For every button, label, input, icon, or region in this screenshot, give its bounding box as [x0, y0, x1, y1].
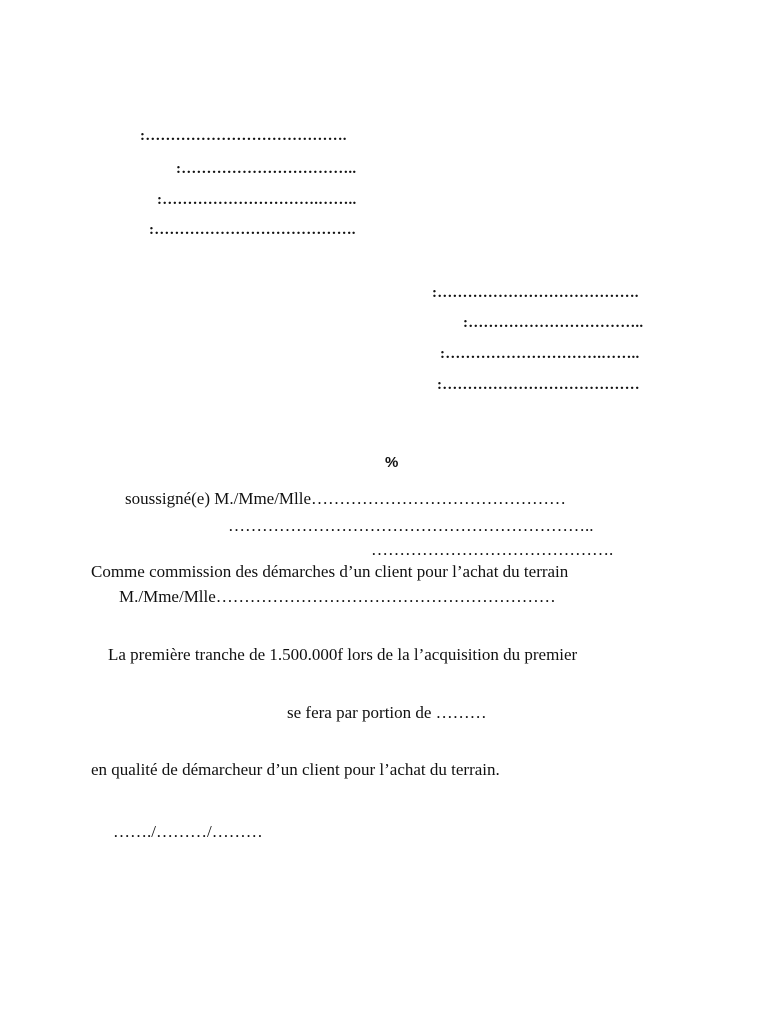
client-name-line: M./Mme/Mlle…………………………………………………… — [119, 587, 556, 606]
sender-field-1: :…………………………………. — [140, 128, 347, 144]
portion-line: se fera par portion de ……… — [287, 703, 487, 722]
dotted-line-1: ……………………………………………………….. — [228, 516, 594, 535]
recipient-field-3: :………………………….…….. — [440, 346, 640, 362]
dotted-line-2: ……………………………………. — [371, 540, 614, 559]
sender-field-4: :…………………………………. — [149, 222, 356, 238]
first-installment-line: La première tranche de 1.500.000f lors de la l’acquisition du premier — [108, 645, 578, 664]
date-line: ……./………/……… — [113, 822, 263, 841]
commission-line: Comme commission des démarches d’un client pour l’achat du terrain — [91, 562, 569, 581]
sender-field-2: :…………………………….. — [176, 161, 357, 177]
recipient-field-4: :………………………………… — [437, 377, 640, 393]
recipient-field-1: :…………………………………. — [432, 285, 639, 301]
sender-field-3: :………………………….…….. — [157, 192, 357, 208]
undersigned-line: soussigné(e) M./Mme/Mlle……………………………………… — [125, 489, 567, 508]
recipient-field-2: :…………………………….. — [463, 315, 644, 331]
capacity-line: en qualité de démarcheur d’un client pour l’achat du terrain. — [91, 760, 500, 779]
percent-sign: % — [385, 454, 399, 471]
